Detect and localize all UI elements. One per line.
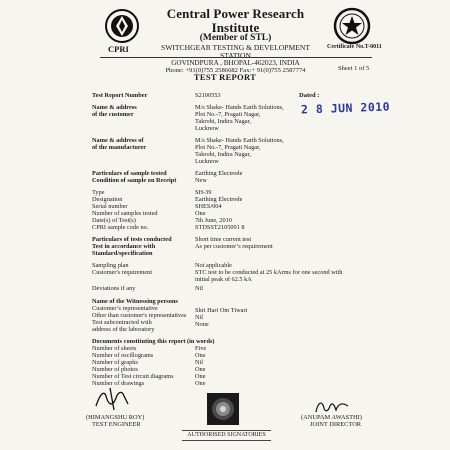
report-number-value: S2100553 xyxy=(195,92,221,99)
document-value: One xyxy=(195,352,206,359)
director-name: (ANUPAM AWASTHI) xyxy=(301,414,362,421)
engineer-name: (HIMANGSHU ROY) xyxy=(86,414,145,421)
report-number-label: Test Report Number xyxy=(92,92,148,99)
document-value: Five xyxy=(195,345,207,352)
detail-label: Serial number xyxy=(92,203,128,210)
dated-label: Dated : xyxy=(299,92,320,99)
org-address: GOVINDPURA , BHOPAL-462023, INDIA xyxy=(171,59,300,68)
certificate-number: Certificate No.T-0011 xyxy=(327,44,382,50)
detail-value: SH-39 xyxy=(195,189,212,196)
customer-line: M/s Shake- Hands Earth Solutions, xyxy=(195,104,284,111)
manufacturer-line: M/s Shake- Hands Earth Solutions, xyxy=(195,137,284,144)
witness-label: Test subcontracted with xyxy=(92,319,152,326)
customer-line: Takrohi, Indira Nagar, xyxy=(195,118,251,125)
detail-value: Earthing Electrode xyxy=(195,196,243,203)
document-value: One xyxy=(195,373,206,380)
witness-value: None xyxy=(195,321,209,328)
witness-value: Shri Hari Om Tiwari xyxy=(195,307,248,314)
sample-label-1: Particulars of sample tested xyxy=(92,170,167,177)
manufacturer-label-1: Name & address of xyxy=(92,137,144,144)
manufacturer-line: Plot No.-7, Pragati Nagar, xyxy=(195,144,261,151)
station-name: SWITCHGEAR TESTING & DEVELOPMENT STATION xyxy=(161,43,310,61)
witness-label: Other than customer's representatives xyxy=(92,312,187,319)
org-contact: Phone: +91(0)755 2586682 Fax:+ 91(0)755 2587774 xyxy=(165,66,306,74)
document-label: Number of sheets xyxy=(92,345,137,352)
org-header xyxy=(148,7,323,75)
witness-value: Nil xyxy=(195,314,204,321)
sampling-label: Deviations if any xyxy=(92,285,136,292)
certification-seal-icon xyxy=(332,7,372,45)
document-label: Number of drawings xyxy=(92,380,145,387)
customer-label-2: of the customer xyxy=(92,111,134,118)
witness-label: Customer’s representative xyxy=(92,305,158,312)
customer-line: Plot No.-7, Pragati Nagar, xyxy=(195,111,261,118)
document-value: One xyxy=(195,380,206,387)
detail-value: SHES/004 xyxy=(195,203,222,210)
document-label: Number of oscillograms xyxy=(92,352,154,359)
detail-label: Date(s) of Test(s) xyxy=(92,217,136,224)
manufacturer-line: Lucknow xyxy=(195,158,219,165)
cpri-logo-icon xyxy=(104,8,140,44)
sampling-label: Customer's requirement xyxy=(92,269,153,276)
authorised-signatories-footer: AUTHORISED SIGNATORIES xyxy=(182,430,271,441)
report-title: TEST REPORT xyxy=(193,72,257,82)
cpri-logo-label: CPRI xyxy=(108,44,129,54)
manufacturer-label-2: of the manufacturer xyxy=(92,144,147,151)
document-value: One xyxy=(195,366,206,373)
header-divider xyxy=(100,57,372,58)
sampling-value: Nil xyxy=(195,285,204,292)
sampling-value: STC test to be conducted at 25 kArms for one second with xyxy=(195,269,343,276)
tests-label-2: Test in accordance with xyxy=(92,243,156,250)
detail-label: Number of samples tested xyxy=(92,210,158,217)
witness-heading: Name of the Witnessing persons xyxy=(92,298,178,305)
detail-label: Type xyxy=(92,189,105,196)
detail-value: STDSST2105091 8 xyxy=(195,224,245,231)
document-value: Nil xyxy=(195,359,204,366)
sampling-value: Not applicable xyxy=(195,262,232,269)
sampling-value: initial peak of 62.5 kA xyxy=(195,276,252,283)
documents-heading: Documents constituting this report (in words) xyxy=(92,338,215,345)
org-name: Central Power Research Institute xyxy=(166,6,305,35)
sample-value-2: New xyxy=(195,177,207,184)
document-label: Number of graphs xyxy=(92,359,138,366)
customer-label-1: Name & address xyxy=(92,104,137,111)
tests-label-1: Particulars of tests conducted xyxy=(92,236,172,243)
sample-label-2: Condition of sample on Receipt xyxy=(92,177,177,184)
engineer-title: TEST ENGINEER xyxy=(92,421,141,428)
detail-label: Designation xyxy=(92,196,123,203)
document-label: Number of Test circuit diagrams xyxy=(92,373,174,380)
tests-value-1: Short time current test xyxy=(195,236,252,243)
director-title: JOINT DIRECTOR xyxy=(310,421,362,428)
witness-label: address of the laboratory xyxy=(92,326,155,333)
hologram-seal-icon xyxy=(206,392,240,426)
tests-label-3: Standard/specification xyxy=(92,250,153,257)
tests-value-2: As per customer’s requirement xyxy=(195,243,273,250)
sheet-number: Sheet 1 of 5 xyxy=(338,65,370,72)
document-label: Number of photos xyxy=(92,366,138,373)
sample-value-1: Earthing Electrode xyxy=(195,170,243,177)
customer-line: Lucknow xyxy=(195,125,219,132)
detail-label: CPRI sample code no. xyxy=(92,224,149,231)
detail-value: One xyxy=(195,210,206,217)
org-subtitle: (Member of STL) xyxy=(199,33,272,44)
detail-value: 7th June, 2010 xyxy=(195,217,232,224)
manufacturer-line: Takrohi, Indira Nagar, xyxy=(195,151,251,158)
engineer-signature-icon xyxy=(92,384,136,414)
date-stamp: 2 8 JUN 2010 xyxy=(300,99,391,117)
sampling-label: Sampling plan xyxy=(92,262,129,269)
